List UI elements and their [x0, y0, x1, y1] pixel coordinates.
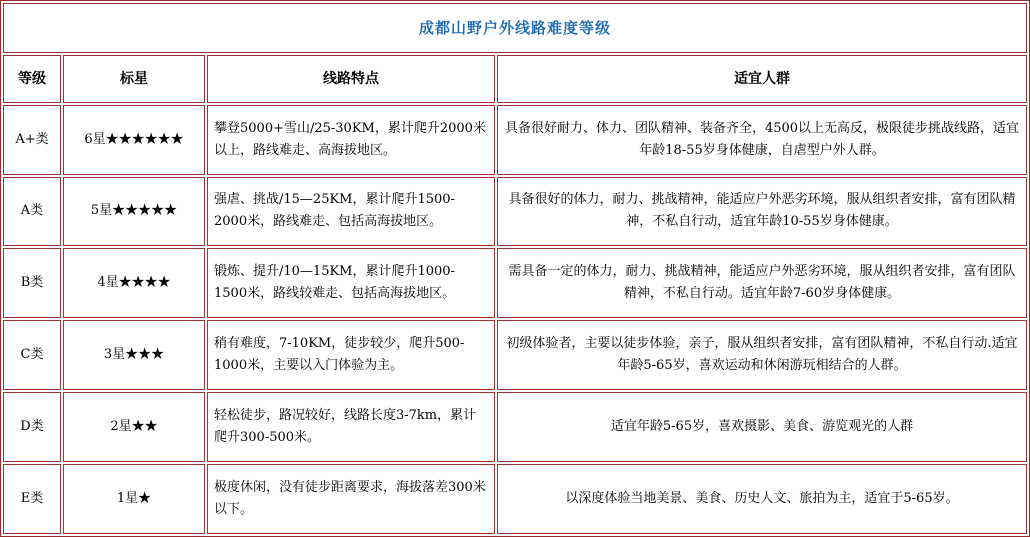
- features-cell: [207, 177, 495, 247]
- star-icon: ★: [170, 131, 184, 147]
- star-icons: [132, 419, 158, 434]
- audience-text: 初级体验者，主要以徒步体验，亲子，服从组织者安排，富有团队精神，不私自行动.适宜年龄5-65岁，喜欢运动和休闲游玩相结合的人群。: [506, 336, 1018, 374]
- stars-cell: [63, 105, 205, 175]
- features-cell: [207, 105, 495, 175]
- table-title: 成都山野户外线路难度等级: [3, 3, 1027, 53]
- features-cell: [207, 392, 495, 462]
- header-row: [3, 55, 1027, 102]
- star-icon: ★: [144, 131, 158, 147]
- title-row: [3, 3, 1027, 53]
- features-cell: [207, 248, 495, 318]
- level-cell: A+类: [3, 105, 61, 175]
- header-stars: 标星: [63, 55, 205, 102]
- audience-cell: [497, 177, 1027, 247]
- star-icon: ★: [125, 347, 139, 363]
- features-text: 强虐、挑战/15—25KM，累计爬升1500-2000米，路线难走、包括高海拔地区。: [214, 192, 455, 230]
- table-row: [3, 105, 1027, 175]
- audience-cell: [497, 464, 1027, 534]
- star-label: 6星: [84, 131, 106, 147]
- features-text: 攀登5000+雪山/25-30KM，累计爬升2000米以上，路线难走、高海拔地区。: [214, 120, 486, 158]
- star-label: 1星: [116, 491, 139, 507]
- header-features: 线路特点: [207, 55, 495, 102]
- features-cell: [207, 464, 495, 534]
- stars-cell: [63, 392, 205, 462]
- audience-text: 具备很好耐力、体力、团队精神、装备齐全，4500以上无高反，极限徒步挑战线路，适宜年龄18-55岁身体健康，自虐型户外人群。: [504, 120, 1020, 158]
- table-row: [3, 248, 1027, 318]
- audience-cell: [497, 105, 1027, 175]
- stars-cell: [63, 177, 205, 247]
- star-icon: ★: [131, 275, 145, 291]
- star-icon: ★: [138, 491, 152, 507]
- star-icon: ★: [151, 203, 165, 219]
- star-icon: ★: [105, 131, 119, 147]
- level-cell: C类: [3, 320, 61, 390]
- header-audience: 适宜人群: [497, 55, 1027, 102]
- features-text: 轻松徒步，路况较好，线路长度3-7km，累计爬升300-500米。: [214, 408, 477, 446]
- audience-cell: [497, 248, 1027, 318]
- table-row: [3, 177, 1027, 247]
- level-cell: E类: [3, 464, 61, 534]
- star-icon: ★: [144, 275, 158, 291]
- audience-text: 具备很好的体力，耐力、挑战精神，能适应户外恶劣环境，服从组织者安排，富有团队精神，不私自行动，适宜年龄10-55岁身体健康。: [508, 192, 1016, 230]
- star-icon: ★: [131, 131, 145, 147]
- star-icon: ★: [131, 419, 145, 435]
- audience-text: 适宜年龄5-65岁，喜欢摄影、美食、游览观光的人群: [610, 419, 914, 435]
- star-icon: ★: [157, 131, 171, 147]
- star-icon: ★: [118, 275, 132, 291]
- audience-cell: [497, 392, 1027, 462]
- table-row: [3, 320, 1027, 390]
- audience-cell: [497, 320, 1027, 390]
- features-text: 稍有难度，7-10KM，徒步较少，爬升500-1000米，主要以入门体验为主。: [214, 336, 465, 374]
- star-icons: [106, 132, 184, 147]
- star-icons: [112, 203, 177, 218]
- features-cell: [207, 320, 495, 390]
- features-text: 锻炼、提升/10—15KM，累计爬升1000-1500米，路线较难走、包括高海拔地区。: [214, 264, 456, 302]
- star-label: 4星: [97, 275, 119, 291]
- star-icon: ★: [138, 347, 152, 363]
- table-row: [3, 392, 1027, 462]
- level-cell: B类: [3, 248, 61, 318]
- star-icon: ★: [144, 419, 158, 435]
- level-cell: D类: [3, 392, 61, 462]
- star-icons: [138, 491, 151, 506]
- stars-cell: [63, 464, 205, 534]
- star-icon: ★: [164, 203, 178, 219]
- stars-cell: [63, 248, 205, 318]
- star-icon: ★: [118, 131, 132, 147]
- level-cell: A类: [3, 177, 61, 247]
- star-icon: ★: [125, 203, 139, 219]
- header-level: 等级: [3, 55, 61, 102]
- star-icons: [125, 347, 164, 362]
- audience-text: 需具备一定的体力，耐力、挑战精神，能适应户外恶劣环境，服从组织者安排，富有团队精神，不私自行动。适宜年龄7-60岁身体健康。: [508, 264, 1016, 302]
- table-row: [3, 464, 1027, 534]
- star-icon: ★: [112, 203, 126, 219]
- star-icon: ★: [157, 275, 171, 291]
- star-icon: ★: [151, 347, 165, 363]
- star-label: 2星: [110, 419, 132, 435]
- star-icons: [119, 275, 171, 290]
- star-label: 5星: [90, 203, 113, 219]
- star-icon: ★: [138, 203, 152, 219]
- features-text: 极度休闲，没有徒步距离要求，海拔落差300米以下。: [214, 480, 486, 518]
- star-label: 3星: [103, 347, 126, 363]
- stars-cell: [63, 320, 205, 390]
- audience-text: 以深度体验当地美景、美食、历史人文、旅拍为主，适宜于5-65岁。: [565, 491, 959, 507]
